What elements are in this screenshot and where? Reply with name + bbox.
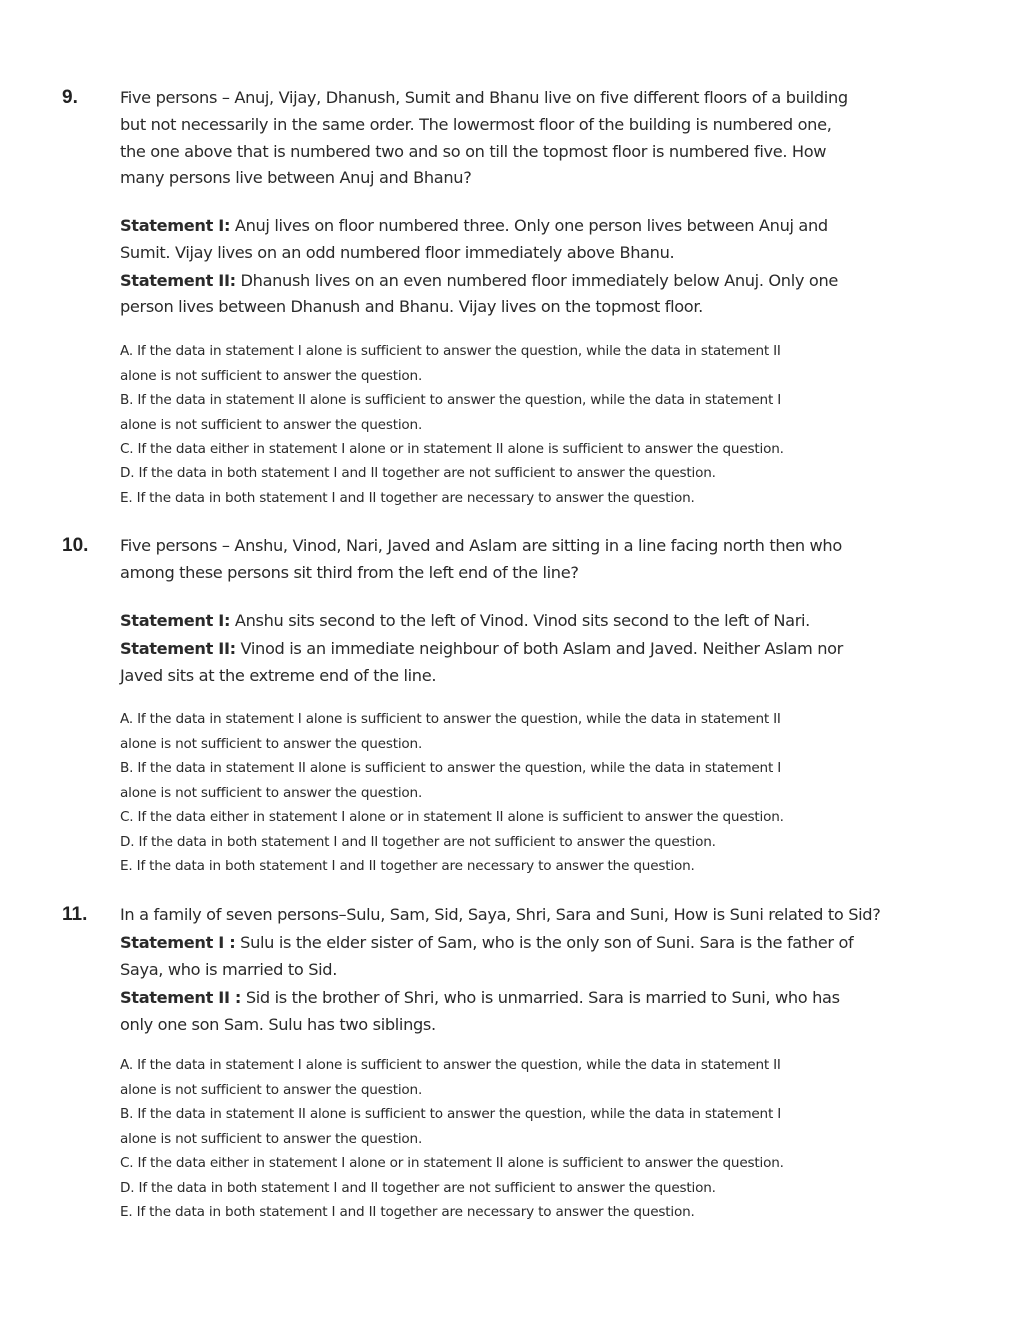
statement-line bbox=[120, 933, 853, 952]
statement-line bbox=[120, 216, 828, 235]
statement-text: only one son Sam. Sulu has two siblings. bbox=[120, 1015, 436, 1034]
answer-option-line: alone is not sufficient to answer the question. bbox=[120, 1131, 423, 1147]
answer-option-line: alone is not sufficient to answer the question. bbox=[120, 417, 423, 433]
question-text-line: but not necessarily in the same order. The lowermost floor of the building is numbered one, bbox=[120, 115, 832, 134]
statement-line bbox=[120, 271, 838, 290]
statement-line bbox=[120, 1015, 436, 1034]
statement-label: Statement II: bbox=[120, 639, 236, 658]
statement-line bbox=[120, 243, 674, 262]
statement-line bbox=[120, 988, 840, 1007]
statement-text: person lives between Dhanush and Bhanu. Vijay lives on the topmost floor. bbox=[120, 297, 703, 316]
answer-option-line: C. If the data either in statement I alone or in statement II alone is sufficient to answer the question. bbox=[120, 1155, 784, 1171]
statement-line bbox=[120, 639, 843, 658]
answer-option-line: B. If the data in statement II alone is sufficient to answer the question, while the data in statement I bbox=[120, 1106, 782, 1122]
answer-option-line: B. If the data in statement II alone is sufficient to answer the question, while the data in statement I bbox=[120, 392, 782, 408]
answer-option-line: E. If the data in both statement I and II together are necessary to answer the question. bbox=[120, 858, 695, 874]
statement-text: Saya, who is married to Sid. bbox=[120, 960, 337, 979]
answer-option-line: alone is not sufficient to answer the question. bbox=[120, 785, 423, 801]
statement-text: Sumit. Vijay lives on an odd numbered floor immediately above Bhanu. bbox=[120, 243, 675, 262]
question-text-line: In a family of seven persons–Sulu, Sam, Sid, Saya, Shri, Sara and Suni, How is Suni related to Sid? bbox=[120, 905, 881, 924]
statement-line bbox=[120, 297, 703, 316]
answer-option-line: E. If the data in both statement I and II together are necessary to answer the question. bbox=[120, 1204, 695, 1220]
statement-text: Javed sits at the extreme end of the line. bbox=[120, 666, 437, 685]
question-text-line: among these persons sit third from the left end of the line? bbox=[120, 563, 579, 582]
answer-option-line: C. If the data either in statement I alone or in statement II alone is sufficient to answer the question. bbox=[120, 809, 784, 825]
statement-text: Sulu is the elder sister of Sam, who is the only son of Suni. Sara is the father of bbox=[235, 933, 854, 952]
question-text-line: Five persons – Anshu, Vinod, Nari, Javed and Aslam are sitting in a line facing north then who bbox=[120, 536, 842, 555]
statement-line bbox=[120, 611, 810, 630]
answer-option-line: alone is not sufficient to answer the question. bbox=[120, 736, 423, 752]
statement-line bbox=[120, 960, 337, 979]
answer-option-line: A. If the data in statement I alone is sufficient to answer the question, while the data in statement II bbox=[120, 1057, 781, 1073]
answer-option-line: alone is not sufficient to answer the question. bbox=[120, 368, 423, 384]
statement-label: Statement II: bbox=[120, 271, 236, 290]
question-number: 9. bbox=[62, 87, 78, 108]
statement-line bbox=[120, 666, 436, 685]
answer-option-line: A. If the data in statement I alone is sufficient to answer the question, while the data in statement II bbox=[120, 711, 781, 727]
answer-option-line: D. If the data in both statement I and II together are not sufficient to answer the question. bbox=[120, 1180, 716, 1196]
answer-option-line: B. If the data in statement II alone is sufficient to answer the question, while the data in statement I bbox=[120, 760, 782, 776]
statement-label: Statement I: bbox=[120, 611, 231, 630]
statement-text: Anshu sits second to the left of Vinod. Vinod sits second to the left of Nari. bbox=[230, 611, 810, 630]
answer-option-line: E. If the data in both statement I and II together are necessary to answer the question. bbox=[120, 490, 695, 506]
answer-option-line: C. If the data either in statement I alone or in statement II alone is sufficient to answer the question. bbox=[120, 441, 784, 457]
question-text-line: Five persons – Anuj, Vijay, Dhanush, Sumit and Bhanu live on five different floors of a building bbox=[120, 88, 848, 107]
question-text-line: many persons live between Anuj and Bhanu? bbox=[120, 168, 472, 187]
statement-label: Statement I: bbox=[120, 216, 231, 235]
statement-label: Statement I : bbox=[120, 933, 236, 952]
statement-text: Dhanush lives on an even numbered floor immediately below Anuj. Only one bbox=[235, 271, 838, 290]
question-text-line: the one above that is numbered two and so on till the topmost floor is numbered five. How bbox=[120, 142, 827, 161]
answer-option-line: D. If the data in both statement I and II together are not sufficient to answer the question. bbox=[120, 834, 716, 850]
question-number: 10. bbox=[62, 535, 89, 556]
statement-text: Vinod is an immediate neighbour of both Aslam and Javed. Neither Aslam nor bbox=[235, 639, 843, 658]
answer-option-line: A. If the data in statement I alone is sufficient to answer the question, while the data in statement II bbox=[120, 343, 781, 359]
answer-option-line: D. If the data in both statement I and II together are not sufficient to answer the question. bbox=[120, 465, 716, 481]
statement-text: Sid is the brother of Shri, who is unmarried. Sara is married to Suni, who has bbox=[241, 988, 840, 1007]
question-number: 11. bbox=[62, 904, 88, 925]
statement-text: Anuj lives on floor numbered three. Only one person lives between Anuj and bbox=[230, 216, 828, 235]
answer-option-line: alone is not sufficient to answer the question. bbox=[120, 1082, 423, 1098]
statement-label: Statement II : bbox=[120, 988, 242, 1007]
